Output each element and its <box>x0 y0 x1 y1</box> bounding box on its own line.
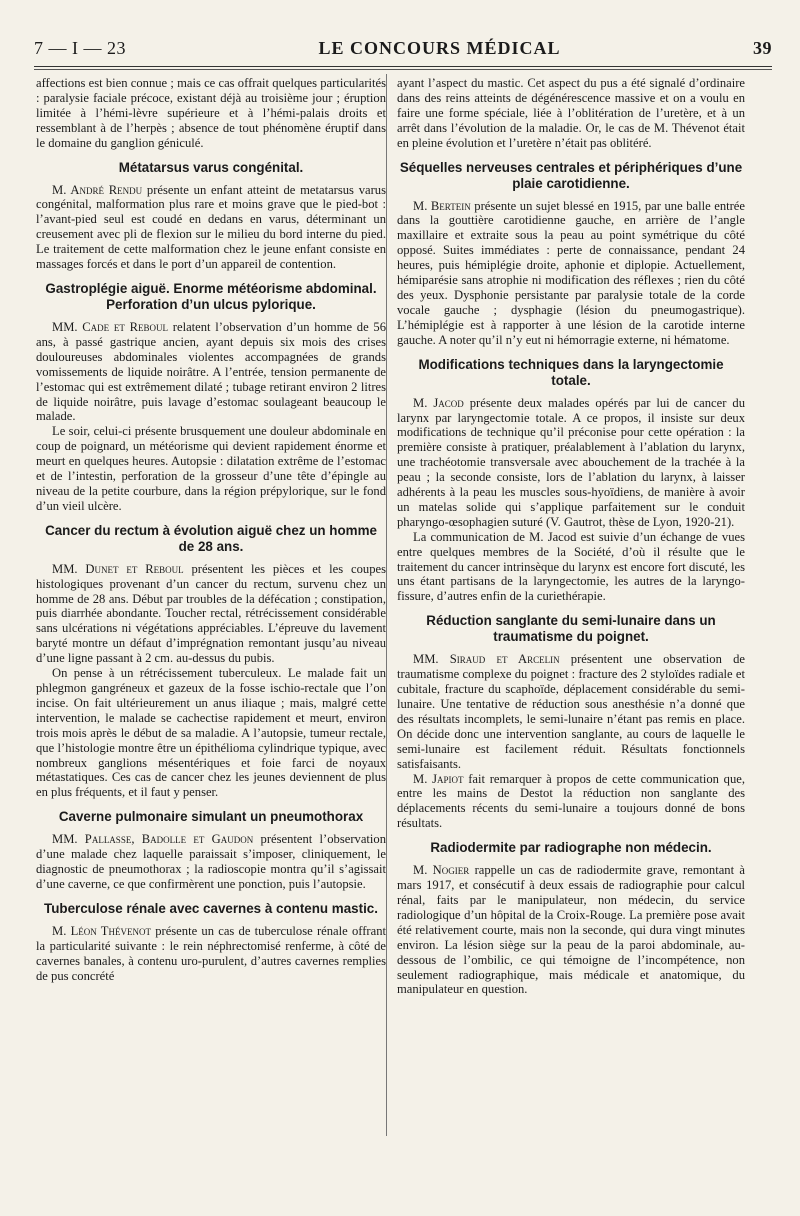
section-heading: Réduction sanglante du semi-lunaire dans un traumatisme du poignet. <box>426 613 716 645</box>
paragraph: MM. Dunet et Reboul présentent les pièces et les coupes histologiques provenant d’un cancer du rectum, survenu chez un homme de 28 ans. Début par troubles de la défécation ; constipation, puis diarrhée abondante. Toucher rectal, rétrécissement considérable sans ulcérations ni végétations appréciables. L’épreuve du lavement baryté montre un défaut d’imprégnation remontant jusqu’au niveau d’une ligne passant à 2 cm. au-dessus du pubis. <box>36 561 386 666</box>
author-name: M. André Rendu <box>52 182 143 197</box>
paragraph: MM. Pallasse, Badolle et Gaudon présentent l’observation d’une malade chez laquelle paraissait s’imposer, cliniquement, le diagnostic de pneumothorax ; la radioscopie montra qu’il s’agissait d’une caverne, ce que confirmèrent une ponction, puis l’autopsie. <box>36 832 387 891</box>
journal-title: LE CONCOURS MÉDICAL <box>318 38 561 58</box>
paragraph: ayant l’aspect du mastic. Cet aspect du pus a été signalé d’ordinaire dans des reins atteints de dégénérescence massive et on a voulu en faire une forme spéciale, liée à l’oblitération de l’uretère, et à un arrêt dans l’évolution de la maladie. Or, le cas de M. Thévenot était en pleine évolution et l’uretère n’était pas oblitéré. <box>397 76 745 150</box>
paragraph: M. Léon Thévenot présente un cas de tuberculose rénale offrant la particularité suivante : le rein néphrectomisé renferme, à côté de cavernes banales, à contenu uro-purulent, d’autres cavernes remplies de pus concrété <box>36 923 386 983</box>
paragraph: affections est bien connue ; mais ce cas offrait quelques particularités : paralysie faciale précoce, existant déjà au troisième jour ; éruption limitée à l’hémi-lèvre supérieure et à l’hémi-palais droits et ressemblant à de l’herpès ; absence de tout phénomène éruptif dans le domaine du ganglion géniculé. <box>36 76 386 150</box>
column-divider <box>386 74 387 1136</box>
paragraph: La communication de M. Jacod est suivie d’un échange de vues entre quelques membres de la Société, d’où il résulte que le traitement du cancer intrinsèque du larynx est encore fort discuté, les uns étant partisans de la laryngectomie, les autres de la laryngo-fissure, d’autres enfin de la curiethérapie. <box>397 529 745 604</box>
author-name: MM. Cade et Reboul <box>52 319 169 334</box>
paragraph: MM. Cade et Reboul relatent l’observation d’un homme de 56 ans, à passé gastrique ancien, ayant depuis six mois des crises douloureuses abdominales violentes accompagnées de grands vomissements de liquide noirâtre. A l’entrée, tension permanente de l’estomac qui est extrêmement dilaté ; tubage retirant environ 2 litres de liquide noirâtre, puis lavage d’estomac soulageant beaucoup le malade. <box>36 319 387 424</box>
author-name: MM. Dunet et Reboul <box>52 561 184 576</box>
paragraph: M. André Rendu présente un enfant atteint de metatarsus varus congénital, malformation plus rare et moins grave que le pied-bot : l’avant-pied seul est coudé en dedans en varus, déterminant un creusement avec pli de flexion sur le milieu du bord interne du pied. Le traitement de cette malformation chez le jeune enfant consiste en massages forcés et dans le port d’un appareil de contention. <box>36 182 386 272</box>
section-heading: Modifications techniques dans la laryngectomie totale. <box>418 356 724 388</box>
paragraph: Le soir, celui-ci présente brusquement une douleur abdominale en coup de poignard, un météorisme qui devient rapidement énorme et meurt en quelques heures. Autopsie : dilatation extrême de l’estomac et de l’intestin, perforation de la grosseur d’une tête d’épingle au niveau de la petite courbure, dans la région prépylorique, sur le fond d’un vieil ulcère. <box>36 424 386 513</box>
author-name: MM. Pallasse, Badolle et Gaudon <box>52 832 254 847</box>
section-heading: Cancer du rectum à évolution aiguë chez un homme de 28 ans. <box>45 522 377 554</box>
author-name: M. Jacod <box>413 395 464 410</box>
header-rule <box>34 66 772 70</box>
right-column <box>397 76 745 997</box>
issue-number: 7 — I — 23 <box>34 38 126 58</box>
section-heading: Séquelles nerveuses centrales et périphériques d’une plaie carotidienne. <box>399 159 743 191</box>
left-column <box>36 76 386 984</box>
paragraph: MM. Siraud et Arcelin présentent une observation de traumatisme complexe du poignet : fracture des 2 styloïdes radiale et cubitale, fracture du scaphoïde, déplacement considérable du semi-lunaire. Une tentative de réduction sous anesthésie n’a donné que des résultats incomplets, le semi-lunaire n’étant pas remis en place. On décide donc une intervention sanglante, au cours de laquelle le semi-lunaire est facilement réduit. Résultats fonctionnels satisfaisants. <box>397 652 745 771</box>
section-heading: Gastroplégie aiguë. Enorme météorisme abdominal. Perforation d’un ulcus pylorique. <box>45 280 377 312</box>
author-name: M. Nogier <box>413 863 470 878</box>
paragraph: M. Nogier rappelle un cas de radiodermite grave, remontant à mars 1917, et consécutif à deux essais de radiographie pour calcul rénal, faits par le manipulateur, non médecin, du service radiologique d’un hôpital de la Croix-Rouge. La première pose avait été relativement courte, mais non la seconde, qui dura vingt minutes environ. La lésion siège sur la peau de la paroi abdominale, au-dessous de l’ombilic, ce qui témoigne de l’incompétence, non seulement radiographique, mais médicale et anatomique, du manipulateur en question. <box>397 863 746 997</box>
page-number: 39 <box>753 38 772 58</box>
paragraph: M. Jacod présente deux malades opérés par lui de cancer du larynx par laryngectomie totale. A ce propos, il insiste sur deux modifications de technique qu’il préconise pour cette opération : la première consiste à pratiquer, préalablement à l’ablation du larynx, une trachéotomie transversale avec abouchement de la trachée à la peau ; la seconde consiste, lors de l’ablation du larynx, à laisser adhérents à la peau les muscles sous-hyoïdiens, de manière à avoir un matelas solide qui s’applique parfaitement sur le conduit pharyngo-œsophagien suturé (V. Gautrot, thèse de Lyon, 1920-21). <box>397 395 745 529</box>
section-heading: Caverne pulmonaire simulant un pneumothorax <box>58 809 364 825</box>
section-heading: Radiodermite par radiographe non médecin. <box>430 840 712 856</box>
author-name: M. Léon Thévenot <box>52 923 151 938</box>
author-name: M. Bertein <box>413 198 471 213</box>
author-name: MM. Siraud et Arcelin <box>413 652 560 667</box>
paragraph: M. Bertein présente un sujet blessé en 1915, par une balle entrée dans la gouttière carotidienne gauche, en arrière de l’angle maxillaire et extraite sous la peau au point symétrique du côté opposé. Suites immédiates : perte de connaissance, pendant 24 heures, puis hémiplégie droite, aphonie et diplopie. Actuellement, hémiparésie sans atrophie ni modification des réflexes ; rien du côté des yeux. Dysphonie persistante par paralysie totale de la corde vocale gauche ; dysphagie (lésion du pneumogastrique). L’hémiplégie est à rapporter à une lésion de la carotide interne gauche. A noter qu’il n’y eut ni hémorragie externe, ni hématome. <box>397 198 745 347</box>
paragraph: M. Japiot fait remarquer à propos de cette communication que, entre les mains de Destot la réduction non sanglante des déplacements récents du semi-lunaire a toujours donné de bons résultats. <box>397 771 745 831</box>
author-name: M. Japiot <box>413 771 464 786</box>
paragraph: On pense à un rétrécissement tuberculeux. Le malade fait un phlegmon gangréneux et gazeux de la fosse ischio-rectale que l’on incise. On fait ultérieurement un anus iliaque ; mais, malgré cette intervention, le malade se cachectise rapidement et meurt, environ trois mois après le début de sa maladie. A l’autopsie, tumeur rectale, que l’histologie montre être un épithélioma cylindrique typique, avec nombreux ganglions mésentériques et foie farci de noyaux métastatiques. Ces cas de cancer chez les jeunes deviennent de plus en plus fréquents, et il faut y penser. <box>36 666 386 800</box>
section-heading: Métatarsus varus congénital. <box>118 159 304 175</box>
section-heading: Tuberculose rénale avec cavernes à contenu mastic. <box>44 900 378 916</box>
page-header <box>34 38 772 64</box>
